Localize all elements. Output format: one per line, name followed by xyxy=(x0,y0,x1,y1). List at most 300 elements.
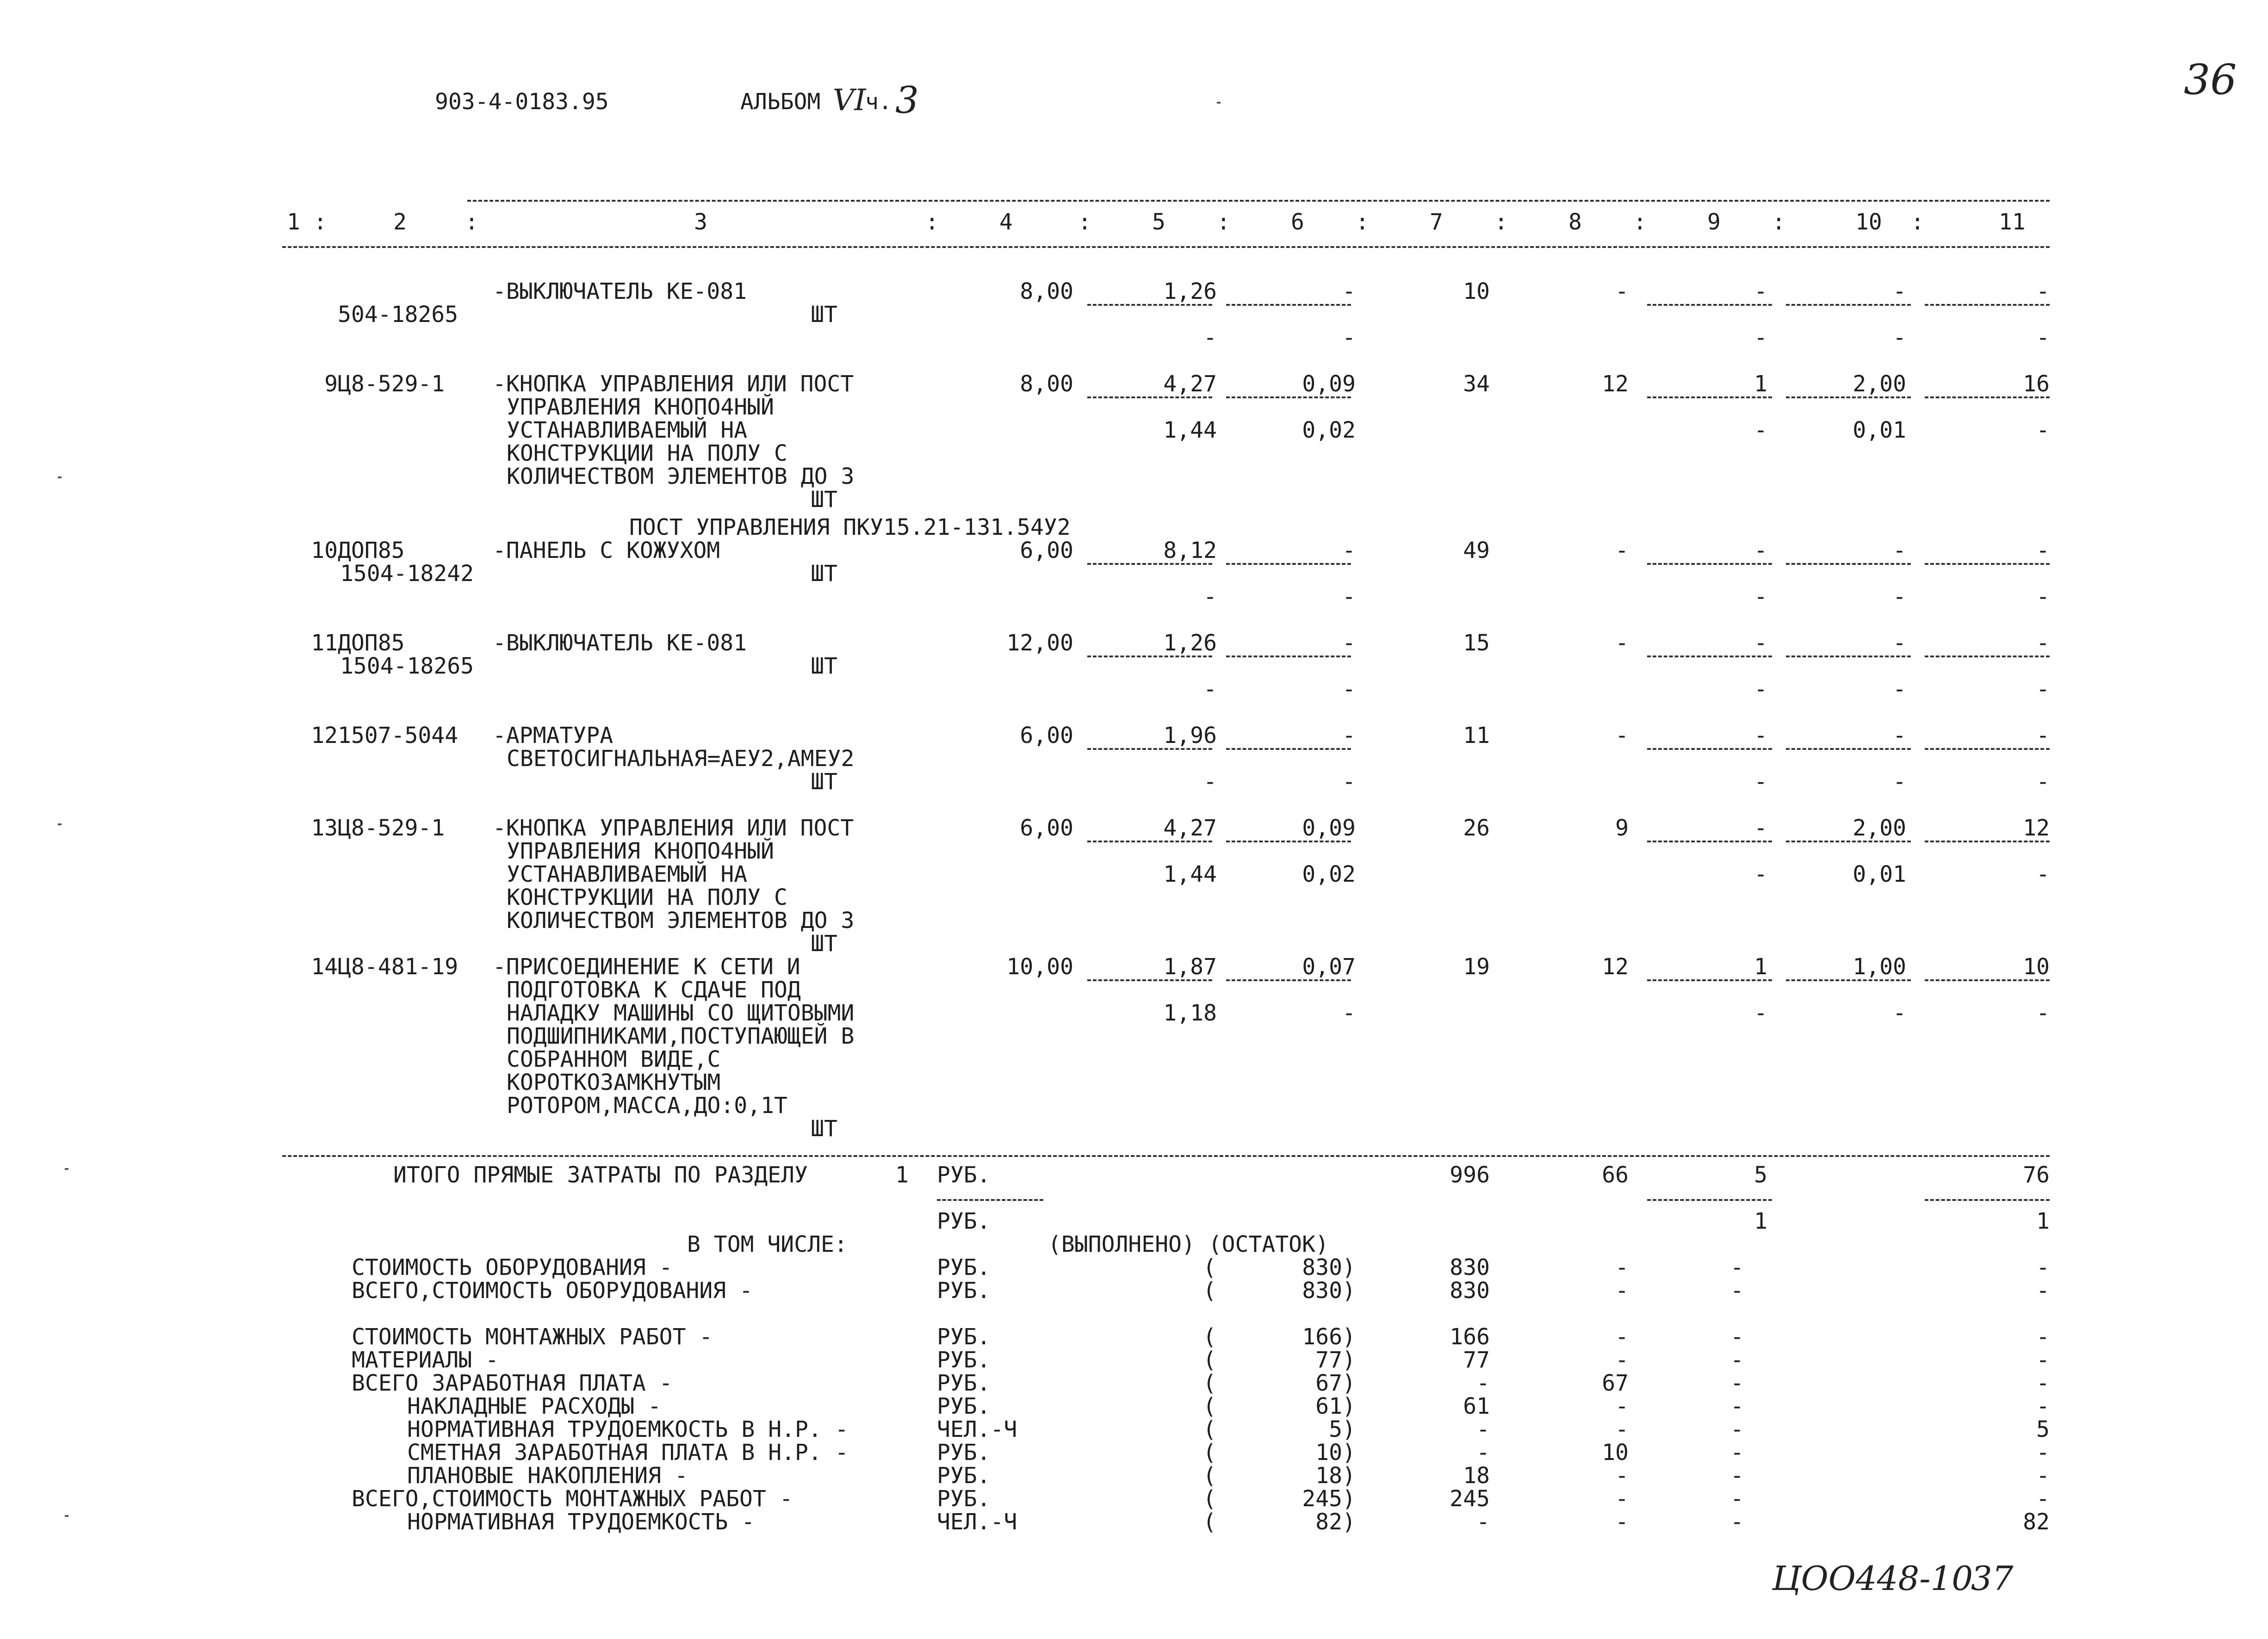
row-name-line: НАЛАДКУ МАШИНЫ СО ЩИТОВЫМИ xyxy=(507,1000,855,1026)
breakdown-col9: - xyxy=(1730,1509,1744,1535)
breakdown-col9: - xyxy=(1730,1324,1744,1350)
row-unit: ШТ xyxy=(811,487,837,513)
row-c10-divider xyxy=(1786,748,1911,750)
breakdown-col8: - xyxy=(1615,1347,1629,1373)
row-c11-top: - xyxy=(2036,278,2050,304)
column-header-cell: 7 xyxy=(1430,209,1443,235)
breakdown-open-paren: ( xyxy=(1203,1278,1216,1304)
breakdown-unit: РУБ. xyxy=(937,1347,991,1373)
row-c5-bottom: - xyxy=(1203,325,1217,351)
row-name-line: УПРАВЛЕНИЯ КНОПО4НЫЙ xyxy=(507,394,774,420)
footer-page-handwritten: 37 xyxy=(1971,1559,2014,1598)
row-name-line: -КНОПКА УПРАВЛЕНИЯ ИЛИ ПОСТ xyxy=(493,371,854,397)
breakdown-col11: - xyxy=(2036,1463,2050,1489)
row-name-line: -ПРИСОЕДИНЕНИЕ К СЕТИ И xyxy=(493,954,800,980)
breakdown-done-value: 82) xyxy=(1315,1509,1356,1535)
row-unit: ШТ xyxy=(811,653,837,679)
row-code: ДОП85 xyxy=(338,538,405,563)
column-header-cell: : xyxy=(925,209,939,235)
row-name-line: КОРОТКОЗАМКНУТЫМ xyxy=(507,1070,721,1095)
row-c5-divider xyxy=(1087,979,1212,981)
row-c6-top: - xyxy=(1342,723,1356,748)
column-header-cell: 2 xyxy=(393,209,407,235)
row-name-line: КОНСТРУКЦИИ НА ПОЛУ С xyxy=(507,440,787,466)
row-c10-bottom: - xyxy=(1893,676,1906,702)
breakdown-col9: - xyxy=(1730,1416,1744,1442)
row-c5-bottom: 1,44 xyxy=(1163,861,1217,887)
breakdown-label: СМЕТНАЯ ЗАРАБОТНАЯ ПЛАТА В Н.Р. - xyxy=(407,1440,849,1466)
breakdown-unit: ЧЕЛ.-Ч xyxy=(937,1509,1017,1535)
row-c5-bottom: 1,18 xyxy=(1163,1000,1217,1026)
breakdown-col7: 18 xyxy=(1463,1463,1490,1489)
breakdown-done-value: 61) xyxy=(1315,1393,1356,1419)
breakdown-open-paren: ( xyxy=(1203,1463,1216,1489)
row-c10-divider xyxy=(1786,656,1911,657)
row-c9-divider xyxy=(1647,979,1772,981)
row-c5-divider xyxy=(1087,656,1212,657)
row-c6-divider xyxy=(1226,304,1351,306)
total-col9: 5 xyxy=(1754,1162,1767,1188)
total-col11-rule xyxy=(1925,1199,2050,1201)
breakdown-label: ВСЕГО,СТОИМОСТЬ ОБОРУДОВАНИЯ - xyxy=(352,1278,753,1304)
total-col8: 66 xyxy=(1602,1162,1629,1188)
row-c7: 15 xyxy=(1463,630,1490,656)
row-c5-divider xyxy=(1087,304,1212,306)
breakdown-done-value: 10) xyxy=(1315,1440,1356,1466)
total-col9-rule xyxy=(1647,1199,1772,1201)
row-quantity: 6,00 xyxy=(1020,815,1073,841)
row-c11-bottom: - xyxy=(2036,861,2050,887)
breakdown-col8: - xyxy=(1615,1463,1629,1489)
row-code: Ц8-529-1 xyxy=(338,371,445,397)
row-c9-bottom: - xyxy=(1754,676,1767,702)
row-c10-top: - xyxy=(1893,278,1906,304)
part-label: ч. xyxy=(865,89,892,115)
row-quantity: 6,00 xyxy=(1020,723,1073,748)
row-c6-bottom: - xyxy=(1342,769,1356,795)
breakdown-open-paren: ( xyxy=(1203,1416,1216,1442)
breakdown-col9: - xyxy=(1730,1278,1744,1304)
breakdown-col9: - xyxy=(1730,1255,1744,1280)
breakdown-open-paren: ( xyxy=(1203,1486,1216,1512)
total-unit: РУБ. xyxy=(937,1162,991,1188)
row-name-line: УПРАВЛЕНИЯ КНОПО4НЫЙ xyxy=(507,838,774,864)
column-header-cell: : xyxy=(1217,209,1230,235)
breakdown-done-value: 166) xyxy=(1302,1324,1356,1350)
row-c5-top: 1,26 xyxy=(1163,630,1217,656)
row-c5-bottom: 1,44 xyxy=(1163,417,1217,443)
breakdown-col7: 77 xyxy=(1463,1347,1490,1373)
breakdown-open-paren: ( xyxy=(1203,1393,1216,1419)
row-c8: 9 xyxy=(1615,815,1629,841)
breakdown-col8: - xyxy=(1615,1416,1629,1442)
margin-speck xyxy=(58,476,62,478)
row-c5-top: 1,26 xyxy=(1163,278,1217,304)
row-c5-divider xyxy=(1087,841,1212,842)
header-bottom-rule xyxy=(282,246,2050,248)
margin-speck xyxy=(65,1168,68,1170)
breakdown-col8: - xyxy=(1615,1486,1629,1512)
row-c9-top: - xyxy=(1754,723,1767,748)
row-c10-bottom: 0,01 xyxy=(1853,417,1906,443)
breakdown-open-paren: ( xyxy=(1203,1370,1216,1396)
row-c8: 12 xyxy=(1602,371,1629,397)
stamp-handwritten: ЦОО448-10 xyxy=(1772,1559,1973,1598)
row-c11-bottom: - xyxy=(2036,417,2050,443)
row-c11-divider xyxy=(1925,304,2050,306)
column-header-cell: : xyxy=(1078,209,1091,235)
breakdown-col9: - xyxy=(1730,1370,1744,1396)
row-c7: 10 xyxy=(1463,278,1490,304)
breakdown-label: СТОИМОСТЬ ОБОРУДОВАНИЯ - xyxy=(352,1255,673,1280)
total-unit-rule xyxy=(937,1199,1043,1201)
row-c10-divider xyxy=(1786,396,1911,398)
total-col7: 996 xyxy=(1450,1162,1490,1188)
row-c9-divider xyxy=(1647,748,1772,750)
row-c5-divider xyxy=(1087,563,1212,565)
row-c6-top: 0,09 xyxy=(1302,371,1356,397)
row-c11-bottom: - xyxy=(2036,584,2050,610)
post-subtitle: ПОСТ УПРАВЛЕНИЯ ПКУ15.21-131.54У2 xyxy=(629,514,1071,540)
row-c10-top: 2,00 xyxy=(1853,371,1906,397)
breakdown-col11: - xyxy=(2036,1486,2050,1512)
breakdown-col11: - xyxy=(2036,1324,2050,1350)
row-name-line: СВЕТОСИГНАЛЬНАЯ=АЕУ2,АМЕУ2 xyxy=(507,746,855,772)
breakdown-col7: - xyxy=(1476,1440,1490,1466)
row-c9-divider xyxy=(1647,656,1772,657)
row-name-line: -КНОПКА УПРАВЛЕНИЯ ИЛИ ПОСТ xyxy=(493,815,854,841)
column-header-cell: 4 xyxy=(999,209,1013,235)
breakdown-unit: РУБ. xyxy=(937,1440,991,1466)
breakdown-col7: 61 xyxy=(1463,1393,1490,1419)
section-end-rule xyxy=(282,1155,2050,1157)
row-quantity: 10,00 xyxy=(1006,954,1073,980)
breakdown-col7: 166 xyxy=(1450,1324,1490,1350)
row-name-line: КОЛИЧЕСТВОМ ЭЛЕМЕНТОВ ДО 3 xyxy=(507,908,855,934)
row-c5-bottom: - xyxy=(1203,769,1217,795)
row-c6-top: 0,07 xyxy=(1302,954,1356,980)
row-name-line: -ВЫКЛЮЧАТЕЛЬ КЕ-081 xyxy=(493,278,747,304)
total-col11-2: 1 xyxy=(2036,1208,2050,1234)
breakdown-col9: - xyxy=(1730,1463,1744,1489)
row-c11-divider xyxy=(1925,563,2050,565)
row-name-line: ПОДШИПНИКАМИ,ПОСТУПАЮЩЕЙ В xyxy=(507,1023,855,1049)
total-col9-2: 1 xyxy=(1754,1208,1767,1234)
row-quantity: 12,00 xyxy=(1006,630,1073,656)
row-c6-divider xyxy=(1226,748,1351,750)
total-col11: 76 xyxy=(2023,1162,2050,1188)
row-c10-divider xyxy=(1786,304,1911,306)
row-code: 1504-18242 xyxy=(340,561,474,587)
row-c10-divider xyxy=(1786,841,1911,842)
album-label: АЛЬБОМ xyxy=(740,89,821,115)
row-c8: - xyxy=(1615,630,1629,656)
breakdown-open-paren: ( xyxy=(1203,1255,1216,1280)
row-code: 1504-18265 xyxy=(340,653,474,679)
row-unit: ШТ xyxy=(811,561,837,587)
breakdown-col11: 82 xyxy=(2023,1509,2050,1535)
row-c5-top: 8,12 xyxy=(1163,538,1217,563)
page-number-handwritten: 36 xyxy=(2184,56,2237,104)
breakdown-label: ВСЕГО,СТОИМОСТЬ МОНТАЖНЫХ РАБОТ - xyxy=(352,1486,793,1512)
row-c10-top: 1,00 xyxy=(1853,954,1906,980)
breakdown-col7: 830 xyxy=(1450,1278,1490,1304)
column-header-cell: : xyxy=(1633,209,1647,235)
column-header-cell: : xyxy=(465,209,478,235)
breakdown-col11: - xyxy=(2036,1255,2050,1280)
breakdown-open-paren: ( xyxy=(1203,1440,1216,1466)
row-c9-divider xyxy=(1647,841,1772,842)
row-c5-bottom: - xyxy=(1203,584,1217,610)
breakdown-label: ПЛАНОВЫЕ НАКОПЛЕНИЯ - xyxy=(407,1463,688,1489)
breakdown-col11: - xyxy=(2036,1347,2050,1373)
row-c10-bottom: 0,01 xyxy=(1853,861,1906,887)
breakdown-col11: - xyxy=(2036,1370,2050,1396)
row-c10-bottom: - xyxy=(1893,1000,1906,1026)
row-unit: ШТ xyxy=(811,1116,837,1142)
row-c9-bottom: - xyxy=(1754,584,1767,610)
breakdown-unit: РУБ. xyxy=(937,1255,991,1280)
column-header-cell: 8 xyxy=(1568,209,1582,235)
breakdown-col7: 245 xyxy=(1450,1486,1490,1512)
breakdown-unit: РУБ. xyxy=(937,1463,991,1489)
row-c6-divider xyxy=(1226,656,1351,657)
breakdown-col8: - xyxy=(1615,1278,1629,1304)
row-c9-bottom: - xyxy=(1754,1000,1767,1026)
margin-speck xyxy=(58,823,62,825)
breakdown-col11: - xyxy=(2036,1393,2050,1419)
breakdown-label: ВСЕГО ЗАРАБОТНАЯ ПЛАТА - xyxy=(352,1370,673,1396)
row-code: Ц8-481-19 xyxy=(338,954,459,980)
row-c11-divider xyxy=(1925,396,2050,398)
row-c11-top: 10 xyxy=(2023,954,2050,980)
breakdown-done-value: 18) xyxy=(1315,1463,1356,1489)
row-c6-bottom: 0,02 xyxy=(1302,861,1356,887)
row-c7: 49 xyxy=(1463,538,1490,563)
row-c10-top: - xyxy=(1893,723,1906,748)
breakdown-col9: - xyxy=(1730,1347,1744,1373)
row-c9-top: 1 xyxy=(1754,954,1767,980)
row-c5-divider xyxy=(1087,748,1212,750)
row-quantity: 6,00 xyxy=(1020,538,1073,563)
row-c9-divider xyxy=(1647,396,1772,398)
breakdown-done-value: 830) xyxy=(1302,1255,1356,1280)
row-c5-top: 4,27 xyxy=(1163,815,1217,841)
row-c6-divider xyxy=(1226,979,1351,981)
row-c11-divider xyxy=(1925,656,2050,657)
column-header-cell: : xyxy=(1772,209,1785,235)
row-c10-bottom: - xyxy=(1893,325,1906,351)
row-c6-bottom: - xyxy=(1342,325,1356,351)
breakdown-col8: - xyxy=(1615,1255,1629,1280)
row-unit: ШТ xyxy=(811,302,837,328)
row-c6-top: 0,09 xyxy=(1302,815,1356,841)
row-c5-top: 1,87 xyxy=(1163,954,1217,980)
row-name-line: КОЛИЧЕСТВОМ ЭЛЕМЕНТОВ ДО 3 xyxy=(507,464,855,489)
row-c10-bottom: - xyxy=(1893,769,1906,795)
row-c11-top: - xyxy=(2036,538,2050,563)
row-c9-top: - xyxy=(1754,630,1767,656)
column-header-cell: 5 xyxy=(1152,209,1165,235)
total-label: ИТОГО ПРЯМЫЕ ЗАТРАТЫ ПО РАЗДЕЛУ xyxy=(393,1162,808,1188)
breakdown-col9: - xyxy=(1730,1393,1744,1419)
breakdown-col7: 830 xyxy=(1450,1255,1490,1280)
row-c11-divider xyxy=(1925,979,2050,981)
breakdown-unit: РУБ. xyxy=(937,1370,991,1396)
breakdown-done-value: 77) xyxy=(1315,1347,1356,1373)
row-name-line: -АРМАТУРА xyxy=(493,723,613,748)
row-quantity: 8,00 xyxy=(1020,278,1073,304)
row-name-line: УСТАНАВЛИВАЕМЫЙ НА xyxy=(507,861,748,887)
row-quantity: 8,00 xyxy=(1020,371,1073,397)
row-c10-top: - xyxy=(1893,630,1906,656)
row-c5-top: 4,27 xyxy=(1163,371,1217,397)
row-name-line: УСТАНАВЛИВАЕМЫЙ НА xyxy=(507,417,748,443)
row-number: 12 xyxy=(311,723,338,748)
row-unit: ШТ xyxy=(811,931,837,957)
column-header-cell: 3 xyxy=(694,209,707,235)
row-c7: 34 xyxy=(1463,371,1490,397)
row-code: 504-18265 xyxy=(338,302,459,328)
row-c10-divider xyxy=(1786,979,1911,981)
row-c7: 19 xyxy=(1463,954,1490,980)
breakdown-unit: РУБ. xyxy=(937,1393,991,1419)
breakdown-label: В ТОМ ЧИСЛЕ: xyxy=(687,1231,848,1257)
row-c9-divider xyxy=(1647,304,1772,306)
row-number: 14 xyxy=(311,954,338,980)
row-c8: 12 xyxy=(1602,954,1629,980)
row-c6-top: - xyxy=(1342,278,1356,304)
row-c9-divider xyxy=(1647,563,1772,565)
row-c11-top: 16 xyxy=(2023,371,2050,397)
row-c9-bottom: - xyxy=(1754,325,1767,351)
row-c10-top: - xyxy=(1893,538,1906,563)
row-number: 9 xyxy=(324,371,338,397)
row-number: 10 xyxy=(311,538,338,563)
column-header-cell: : xyxy=(1494,209,1508,235)
breakdown-col8: - xyxy=(1615,1393,1629,1419)
column-header-cell: 10 xyxy=(1855,209,1882,235)
row-number: 11 xyxy=(311,630,338,656)
row-name-line: РОТОРОМ,МАССА,ДО:0,1Т xyxy=(507,1093,787,1119)
row-c11-bottom: - xyxy=(2036,769,2050,795)
breakdown-done-value: 67) xyxy=(1315,1370,1356,1396)
row-c8: - xyxy=(1615,538,1629,563)
column-header-cell: 6 xyxy=(1291,209,1304,235)
breakdown-label: НОРМАТИВНАЯ ТРУДОЕМКОСТЬ В Н.Р. - xyxy=(407,1416,849,1442)
row-name-line: -ПАНЕЛЬ С КОЖУХОМ xyxy=(493,538,720,563)
row-c9-top: - xyxy=(1754,278,1767,304)
row-name-line: -ВЫКЛЮЧАТЕЛЬ КЕ-081 xyxy=(493,630,747,656)
row-c6-top: - xyxy=(1342,630,1356,656)
row-c10-bottom: - xyxy=(1893,584,1906,610)
document-code: 903-4-0183.95 xyxy=(435,89,609,115)
breakdown-col7: - xyxy=(1476,1509,1490,1535)
breakdown-open-paren: ( xyxy=(1203,1324,1216,1350)
breakdown-col8: 10 xyxy=(1602,1440,1629,1466)
total-unit-2: РУБ. xyxy=(937,1208,991,1234)
breakdown-col8: - xyxy=(1615,1509,1629,1535)
breakdown-col9: - xyxy=(1730,1440,1744,1466)
breakdown-col11: 5 xyxy=(2036,1416,2050,1442)
breakdown-col9: - xyxy=(1730,1486,1744,1512)
row-name-line: КОНСТРУКЦИИ НА ПОЛУ С xyxy=(507,884,787,910)
row-c10-divider xyxy=(1786,563,1911,565)
row-c6-divider xyxy=(1226,563,1351,565)
row-code: Ц8-529-1 xyxy=(338,815,445,841)
row-c11-divider xyxy=(1925,841,2050,842)
column-header-cell: 9 xyxy=(1707,209,1721,235)
column-header-cell: : xyxy=(1911,209,1924,235)
row-c11-top: - xyxy=(2036,723,2050,748)
row-c6-divider xyxy=(1226,396,1351,398)
row-c11-bottom: - xyxy=(2036,325,2050,351)
row-c7: 11 xyxy=(1463,723,1490,748)
breakdown-col7: - xyxy=(1476,1416,1490,1442)
scan-speck xyxy=(1217,102,1221,104)
breakdown-col11: - xyxy=(2036,1278,2050,1304)
breakdown-col7: - xyxy=(1476,1370,1490,1396)
row-name-line: СОБРАННОМ ВИДЕ,С xyxy=(507,1046,721,1072)
column-header-cell: 11 xyxy=(1999,209,2026,235)
margin-speck xyxy=(65,1515,68,1517)
row-c9-top: - xyxy=(1754,538,1767,563)
row-c11-bottom: - xyxy=(2036,1000,2050,1026)
row-c8: - xyxy=(1615,278,1629,304)
row-c11-divider xyxy=(1925,748,2050,750)
row-c9-bottom: - xyxy=(1754,861,1767,887)
breakdown-col11: - xyxy=(2036,1440,2050,1466)
row-c6-bottom: - xyxy=(1342,1000,1356,1026)
row-c11-bottom: - xyxy=(2036,676,2050,702)
breakdown-col8: 67 xyxy=(1602,1370,1629,1396)
album-number-handwritten: VI xyxy=(833,83,866,118)
breakdown-label: НАКЛАДНЫЕ РАСХОДЫ - xyxy=(407,1393,662,1419)
breakdown-label: МАТЕРИАЛЫ - xyxy=(352,1347,499,1373)
row-c6-bottom: 0,02 xyxy=(1302,417,1356,443)
column-header-cell: 1 : xyxy=(287,209,327,235)
row-c6-bottom: - xyxy=(1342,676,1356,702)
row-c11-top: - xyxy=(2036,630,2050,656)
breakdown-done-value: 830) xyxy=(1302,1278,1356,1304)
breakdown-label: СТОИМОСТЬ МОНТАЖНЫХ РАБОТ - xyxy=(352,1324,713,1350)
row-number: 13 xyxy=(311,815,338,841)
row-c9-bottom: - xyxy=(1754,417,1767,443)
row-code: 1507-5044 xyxy=(338,723,459,748)
row-c5-divider xyxy=(1087,396,1212,398)
breakdown-note: (ВЫПОЛНЕНО) (ОСТАТОК) xyxy=(1048,1231,1329,1257)
breakdown-col8: - xyxy=(1615,1324,1629,1350)
row-c9-top: 1 xyxy=(1754,371,1767,397)
row-c6-divider xyxy=(1226,841,1351,842)
row-c11-top: 12 xyxy=(2023,815,2050,841)
column-header-cell: : xyxy=(1356,209,1369,235)
row-c6-top: - xyxy=(1342,538,1356,563)
breakdown-label: НОРМАТИВНАЯ ТРУДОЕМКОСТЬ - xyxy=(407,1509,755,1535)
breakdown-unit: ЧЕЛ.-Ч xyxy=(937,1416,1017,1442)
row-c10-top: 2,00 xyxy=(1853,815,1906,841)
breakdown-open-paren: ( xyxy=(1203,1347,1216,1373)
breakdown-done-value: 5) xyxy=(1329,1416,1356,1442)
row-unit: ШТ xyxy=(811,769,837,795)
breakdown-open-paren: ( xyxy=(1203,1509,1216,1535)
row-c7: 26 xyxy=(1463,815,1490,841)
breakdown-unit: РУБ. xyxy=(937,1324,991,1350)
part-number-handwritten: 3 xyxy=(895,79,919,122)
row-name-line: ПОДГОТОВКА К СДАЧЕ ПОД xyxy=(507,977,801,1003)
row-c8: - xyxy=(1615,723,1629,748)
row-c6-bottom: - xyxy=(1342,584,1356,610)
